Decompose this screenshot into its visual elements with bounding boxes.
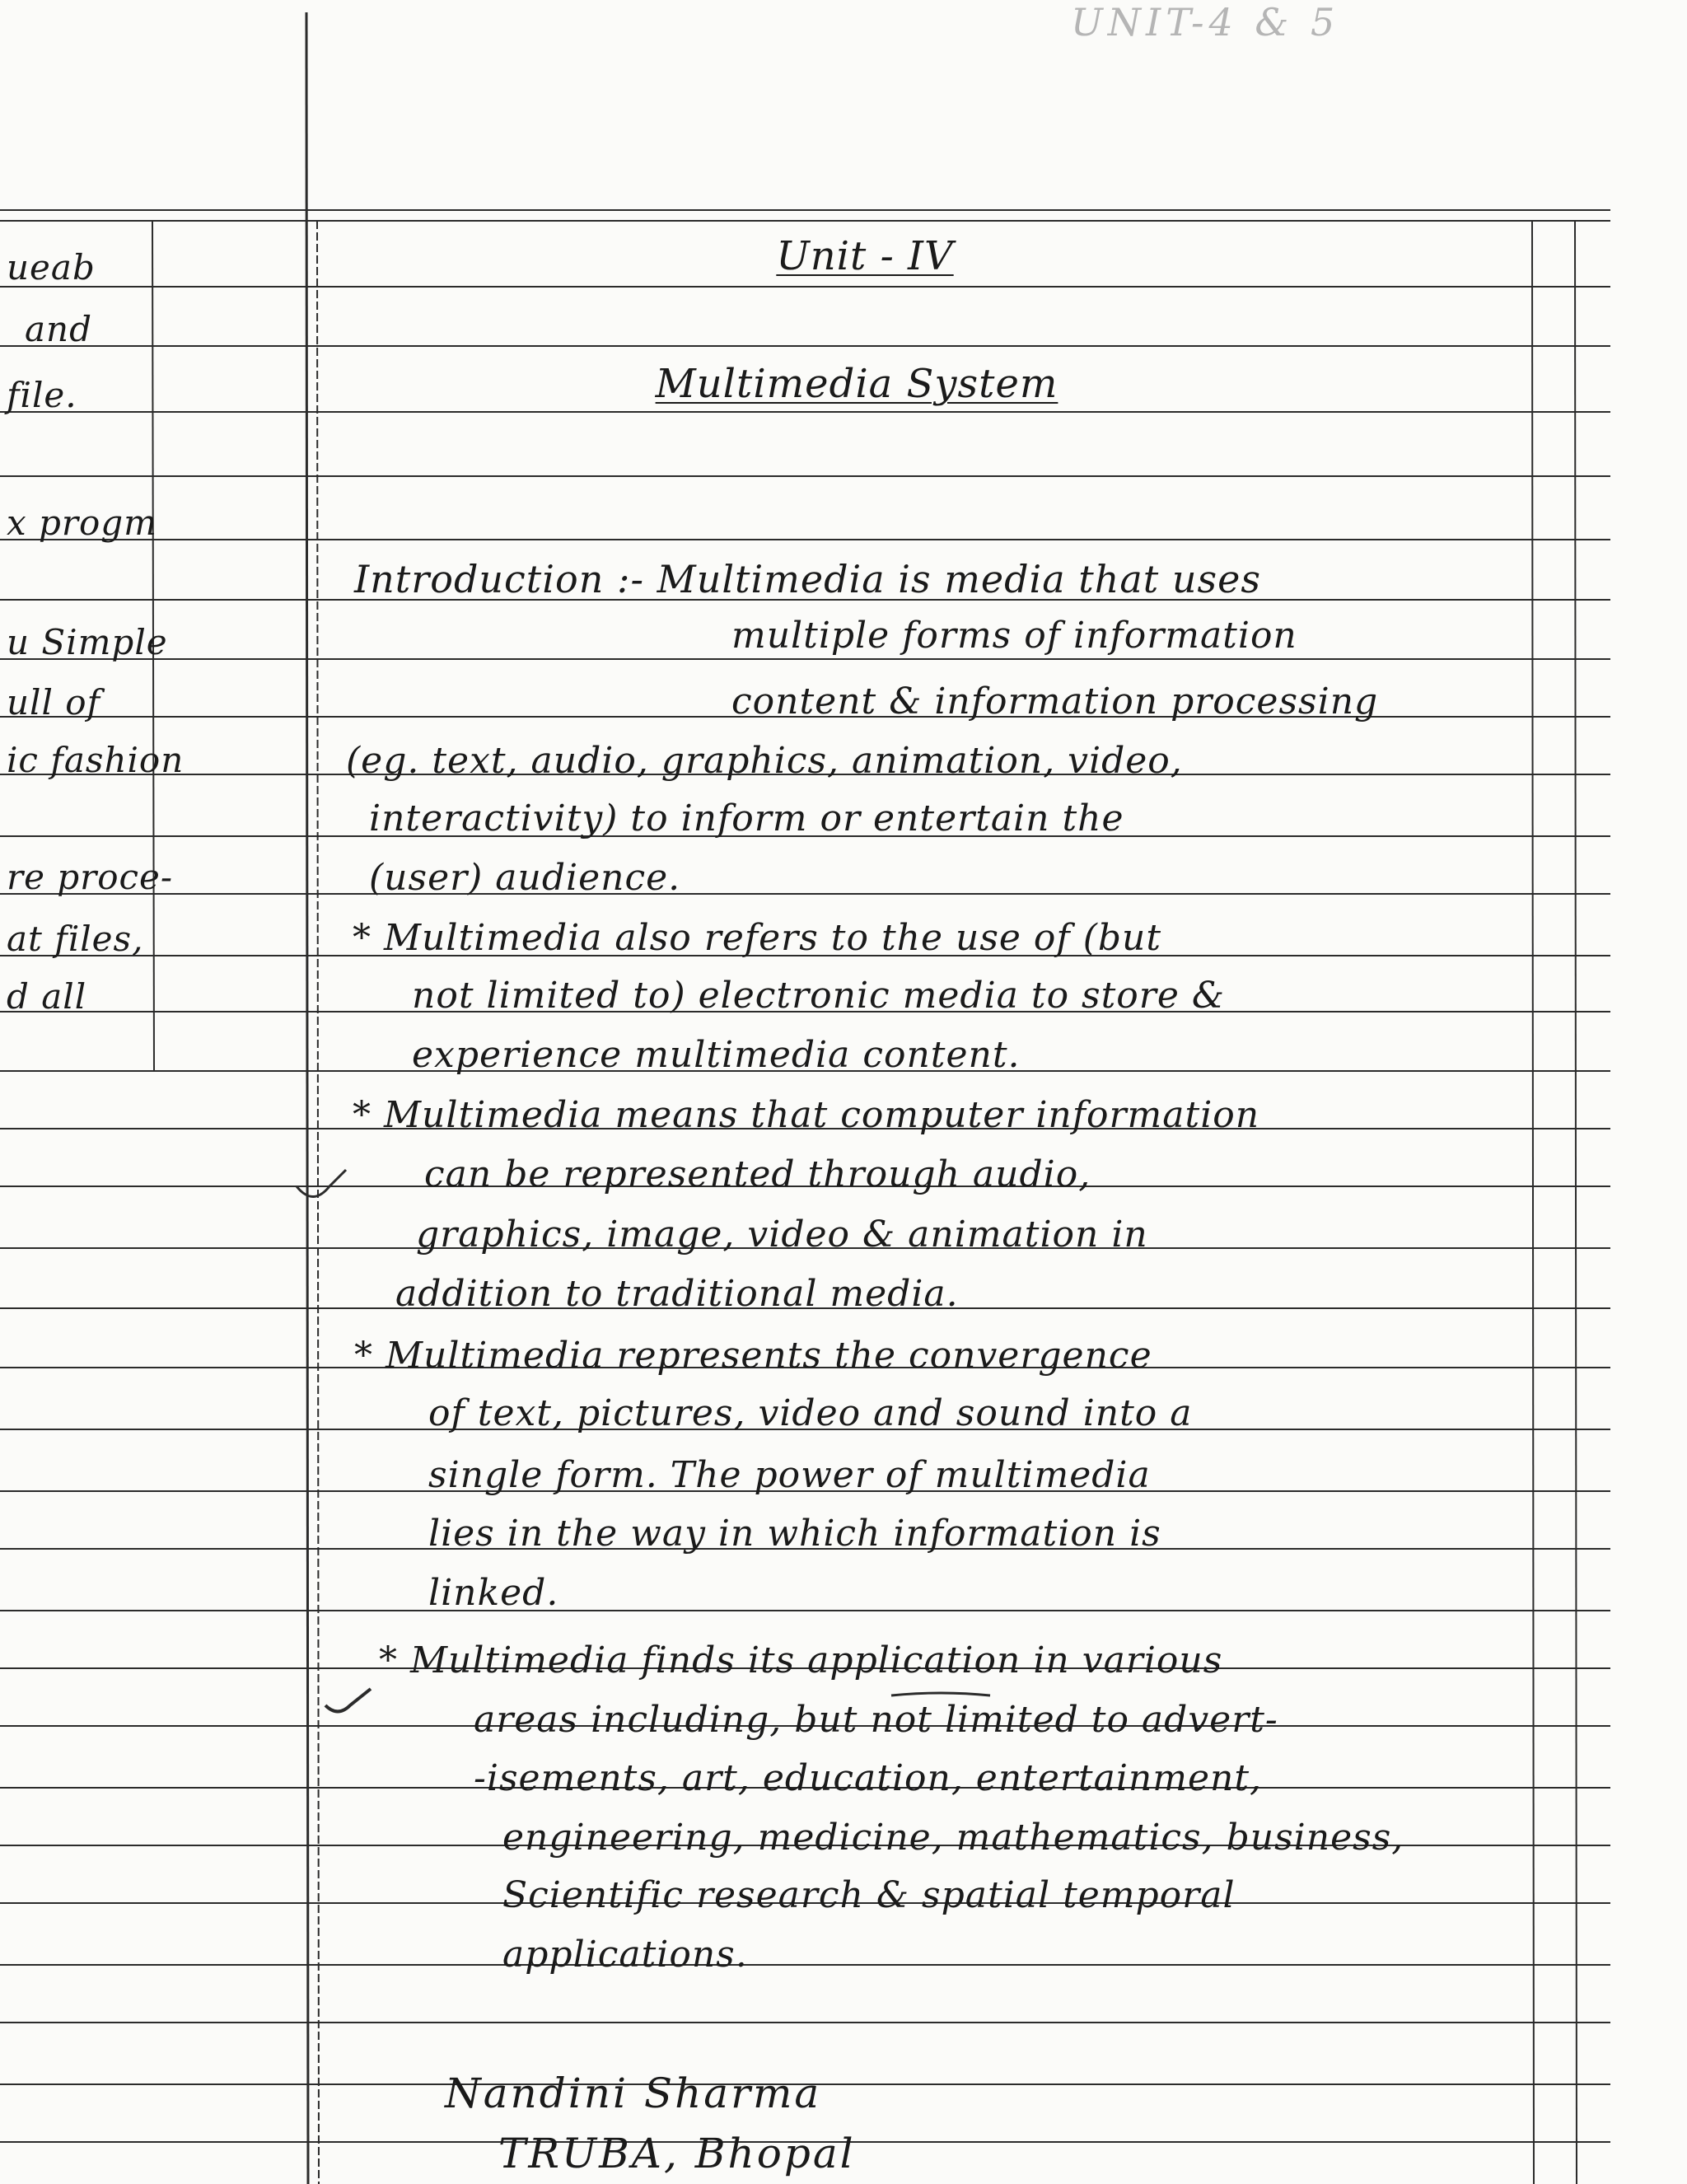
body-line-18: linked. xyxy=(428,1572,559,1614)
margin-note-6: ull of xyxy=(7,682,101,723)
body-line-7: * Multimedia also refers to the use of (but xyxy=(353,917,1162,959)
body-line-16: single form. The power of multimedia xyxy=(428,1454,1151,1496)
body-line-11: can be represented through audio, xyxy=(424,1153,1091,1195)
unit-heading: Unit - IV xyxy=(776,233,954,279)
margin-note-4: x progm xyxy=(7,503,157,543)
margin-note-10: d all xyxy=(7,976,87,1017)
body-line-12: graphics, image, video & animation in xyxy=(416,1214,1148,1256)
margin-note-8: re proce- xyxy=(7,857,174,897)
body-line-8: not limited to) electronic media to store & xyxy=(412,975,1226,1017)
body-line-4: (eg. text, audio, graphics, animation, video, xyxy=(346,740,1183,782)
margin-note-1: ueab xyxy=(7,247,96,288)
body-line-19: * Multimedia finds its application in various xyxy=(379,1639,1223,1681)
body-line-2: multiple forms of information xyxy=(731,615,1297,657)
body-line-23: Scientific research & spatial temporal xyxy=(502,1874,1236,1916)
margin-note-9: at files, xyxy=(7,919,144,959)
signature-institution: TRUBA, Bhopal xyxy=(498,2130,856,2177)
body-line-24: applications. xyxy=(502,1934,748,1976)
body-line-21: -isements, art, education, entertainment, xyxy=(474,1757,1263,1799)
margin-note-3: file. xyxy=(7,375,77,415)
body-line-3: content & information processing xyxy=(731,680,1379,723)
margin-note-5: u Simple xyxy=(7,622,168,662)
body-line-1: Introduction :- Multimedia is media that uses xyxy=(354,557,1261,601)
body-line-6: (user) audience. xyxy=(369,857,681,899)
corner-note: UNIT-4 & 5 xyxy=(1071,0,1340,44)
body-line-15: of text, pictures, video and sound into a xyxy=(428,1392,1193,1434)
body-line-17: lies in the way in which information is xyxy=(428,1513,1161,1555)
body-line-5: interactivity) to inform or entertain the xyxy=(369,797,1124,839)
page-title: Multimedia System xyxy=(655,361,1058,407)
body-line-13: addition to traditional media. xyxy=(395,1273,959,1315)
body-line-22: engineering, medicine, mathematics, business, xyxy=(502,1817,1404,1859)
body-line-20: areas including, but not limited to advert- xyxy=(474,1699,1278,1741)
margin-note-7: ic fashion xyxy=(7,740,185,780)
body-line-10: * Multimedia means that computer information xyxy=(353,1094,1260,1136)
body-line-14: * Multimedia represents the convergence xyxy=(354,1335,1152,1377)
signature-name: Nandini Sharma xyxy=(445,2069,822,2117)
body-line-9: experience multimedia content. xyxy=(412,1034,1021,1076)
margin-note-2: and xyxy=(25,309,92,349)
